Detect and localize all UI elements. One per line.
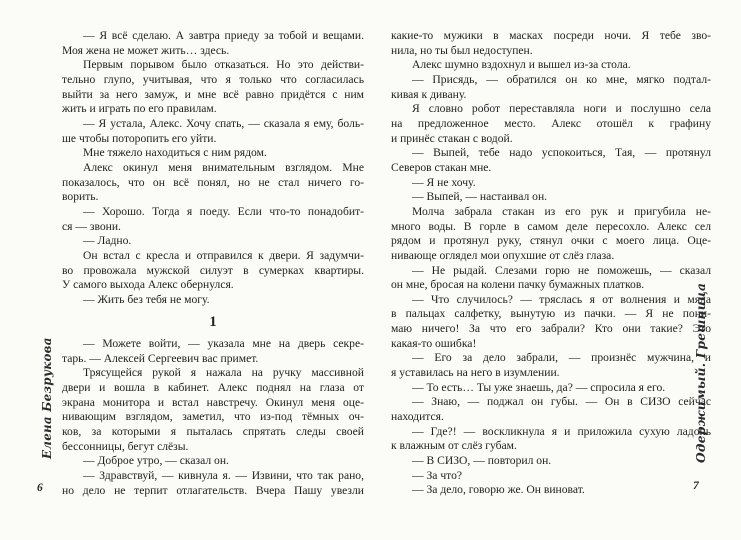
text-line: Моя жена не может жить… здесь. <box>62 43 230 57</box>
page-number-right: 7 <box>693 480 699 492</box>
text-line: выйти за него замуж, и мне всё равно придётся с ним <box>62 87 364 101</box>
text-line: ся — звони. <box>62 219 121 233</box>
text-line: какая-то ошибка! <box>391 336 477 350</box>
text-line: — Ладно. <box>83 234 132 248</box>
text-line: Он встал с кресла и отправился к двери. Я задумчи- <box>83 248 364 262</box>
text-line: — Где?! — воскликнула я и приложила сухую ладонь <box>412 424 711 438</box>
text-line: ше чтобы поторопить его уйти. <box>62 131 217 145</box>
text-line: — Хорошо. Тогда я поеду. Если что-то понадобит- <box>83 204 364 218</box>
text-line: нивающим взглядом, заметил, что из-под тёмных оч- <box>62 410 364 424</box>
text-line: в пальцах салфетку, вынутую из пачки. — Я не пони- <box>391 307 711 321</box>
right-page <box>391 29 711 498</box>
text-line: экрана монитора и встал навстречу. Окинул меня оце- <box>62 395 364 409</box>
text-line: бессонницы, бегут слёзы. <box>62 439 189 453</box>
text-line: — Знаю, — поджал он губы. — Он в СИЗО сейчас <box>412 395 711 409</box>
page-number-left: 6 <box>37 482 43 494</box>
text-line: тельно глупо, учитывая, что я только что согласилась <box>62 72 364 86</box>
text-line: — Что случилось? — тряслась я от волнения и мяла <box>412 292 711 306</box>
text-line: — Не рыдай. Слезами горю не поможешь, — сказал <box>412 263 711 277</box>
text-line: — Его за дело забрали, — произнёс мужчина, и <box>412 351 711 365</box>
text-line: — Доброе утро, — сказал он. <box>83 454 229 468</box>
text-line: Я словно робот переставляла ноги и послушно села <box>412 102 711 116</box>
text-line: — Жить без тебя не могу. <box>83 292 210 306</box>
text-line: но дело не терпит отлагательств. Вчера Пашу увезли <box>62 483 364 497</box>
left-page <box>62 29 364 498</box>
text-line: жить и играть по его правилам. <box>62 102 217 116</box>
text-line: ков, за которыми я пыталась спрятать следы своей <box>62 425 364 439</box>
text-line: Трясущейся рукой я нажала на ручку массивной <box>83 366 364 380</box>
text-line: Северов стакан мне. <box>391 160 492 174</box>
text-line: нивающе оглядел мои опухшие от слёз глаза. <box>391 248 615 262</box>
text-line: — Выпей, тебе надо успокоиться, Тая, — протянул <box>412 146 711 160</box>
text-line: — Присядь, — обратился он ко мне, мягко подтал- <box>412 72 711 86</box>
text-line: Мне тяжело находиться с ним рядом. <box>83 146 267 160</box>
text-line: рядом и протянул руку, стянул очки с моего лица. Оце- <box>391 234 711 248</box>
text-line: — Я устала, Алекс. Хочу спать, — сказала я ему, боль- <box>83 116 364 130</box>
text-line: — Я не хочу. <box>412 175 476 189</box>
text-line: много воды. В горле в самом деле пересохло. Алекс сел <box>391 219 711 233</box>
text-line: — За дело, говорю же. Он виноват. <box>412 483 585 497</box>
text-line: показалось, что он всё понял, но не стал ничего го- <box>62 175 364 189</box>
text-line: — Я всё сделаю. А завтра приеду за тобой и вещами. <box>83 29 364 42</box>
text-line: во провожала мужской силуэт в сумерках квартиры. <box>62 263 364 277</box>
text-line: — В СИЗО, — повторил он. <box>412 454 552 468</box>
title-spine-text: Одержимый. Грешница <box>694 282 708 463</box>
text-line: — Выпей, — настаивал он. <box>412 190 548 204</box>
text-line: двери и вошла в кабинет. Алекс поднял на глаза от <box>62 381 364 395</box>
text-line: — То есть… Ты уже знаешь, да? — спросила я его. <box>412 380 666 394</box>
text-line: — За что? <box>412 468 463 482</box>
text-line: маю ничего! За что его забрали? Кто они такие? Это <box>391 322 711 336</box>
text-line: — Здравствуй, — кивнула я. — Извини, что так рано, <box>83 469 364 483</box>
text-line: находится. <box>391 410 444 424</box>
text-line: Алекс шумно вздохнул и вышел из-за стола. <box>412 58 631 72</box>
chapter-heading: 1 <box>209 314 217 331</box>
text-line: на предложенное место. Алекс отошёл к графину <box>391 116 711 130</box>
text-line: Алекс окинул меня внимательным взглядом. Мне <box>83 160 364 174</box>
text-line: кивая к дивану. <box>391 87 467 101</box>
text-line: нила, но ты был недоступен. <box>391 43 533 57</box>
text-line: ворить. <box>62 190 99 204</box>
author-spine-text: Елена Безрукова <box>40 337 54 459</box>
text-line: к влажным от слёз губам. <box>391 439 517 453</box>
text-line: какие-то мужики в масках посреди ночи. Я тебе зво- <box>391 29 711 42</box>
text-line: он мне, бросая на колени пачку бумажных платков. <box>391 278 645 292</box>
text-line: У самого выхода Алекс обернулся. <box>62 278 234 292</box>
text-line: я уставилась на него в изумлении. <box>391 366 560 380</box>
text-line: Молча забрала стакан из его рук и пригубила не- <box>412 204 711 218</box>
text-line: — Можете войти, — указала мне на дверь секре- <box>83 337 364 351</box>
text-line: тарь. — Алексей Сергеевич вас примет. <box>62 351 259 365</box>
text-line: Первым порывом было отказаться. Но это действи- <box>83 58 364 72</box>
text-line: и принёс стакан с водой. <box>391 131 513 145</box>
